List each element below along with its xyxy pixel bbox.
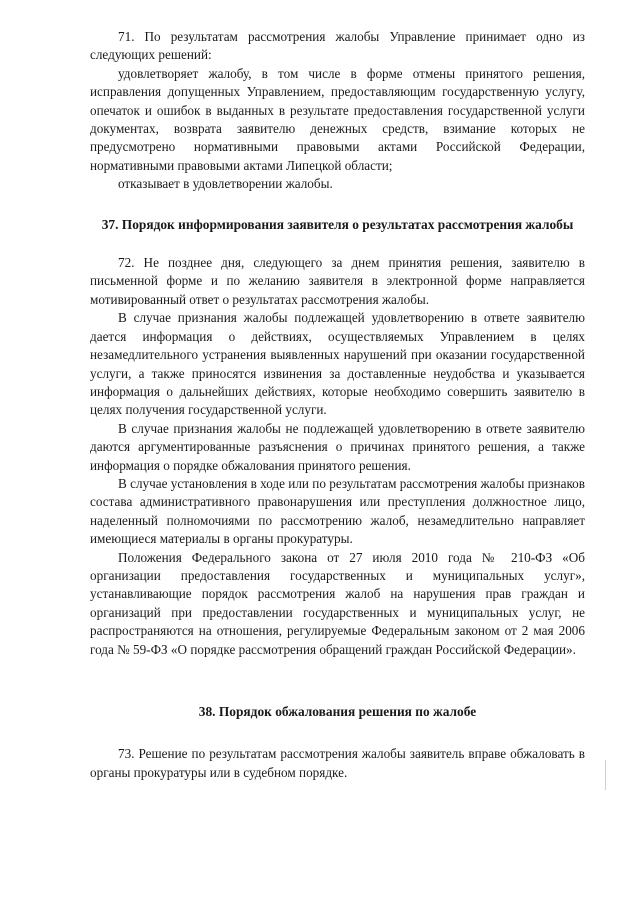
paragraph-73: 73. Решение по результатам рассмотрения жалобы заявитель вправе обжаловать в органы прокуратуры или в судебном порядке. bbox=[90, 746, 585, 780]
section-heading-38: 38. Порядок обжалования решения по жалобе bbox=[198, 704, 477, 719]
section-heading-37: 37. Порядок информирования заявителя о результатах рассмотрения жалобы bbox=[101, 216, 574, 232]
paragraph-72-satisfied: В случае признания жалобы подлежащей удовлетворению в ответе заявителю дается информация о действиях, осуществляемых Управлением в целях незамедлительного устранения выявленных нарушений при оказании государственной услуги, а также приносятся извинения за доставленные неудобства и указывается информация о дальнейших действиях, которые необходимо совершить заявителю в целях получения государственной услуги. bbox=[90, 310, 585, 418]
scan-mark bbox=[605, 760, 606, 790]
paragraph-71-option-1: удовлетворяет жалобу, в том числе в форме отмены принятого решения, исправления допущенных Управлением, предоставляющим государственную услугу, опечаток и ошибок в выданных в результате предоставления государственной услуги документах, возврата заявителю денежных средств, взимание которых не предусмотрено нормативными правовыми актами Российской Федерации, нормативными правовыми актами Липецкой области; bbox=[90, 65, 585, 173]
paragraph-72-federal-law: Положения Федерального закона от 27 июля 2010 года № 210-ФЗ «Об организации предоставления государственных и муниципальных услуг», устанавливающие порядок рассмотрения жалоб на нарушения прав граждан и организаций при предоставлении государственных и муниципальных услуг, не распространяются на отношения, регулируемые Федеральным законом от 2 мая 2006 года № 59-ФЗ «О порядке рассмотрения обращений граждан Российской Федерации». bbox=[90, 549, 585, 657]
paragraph-72-violation: В случае установления в ходе или по результатам рассмотрения жалобы признаков состава административного правонарушения или преступления должностное лицо, наделенный полномочиями по рассмотрению жалоб, незамедлительно направляет имеющиеся материалы в органы прокуратуры. bbox=[90, 475, 586, 547]
paragraph-72: 72. Не позднее дня, следующего за днем принятия решения, заявителю в письменной форме и по желанию заявителя в электронной форме направляется мотивированный ответ о результатах рассмотрения жалобы. bbox=[90, 255, 585, 307]
paragraph-71-option-2: отказывает в удовлетворении жалобы. bbox=[118, 176, 333, 192]
paragraph-72-rejected: В случае признания жалобы не подлежащей удовлетворению в ответе заявителю даются аргументированные разъяснения о причинах принятого решения, а также информация о порядке обжалования принятого решения. bbox=[90, 420, 585, 473]
paragraph-71: 71. По результатам рассмотрения жалобы Управление принимает одно из следующих решений: bbox=[90, 29, 585, 63]
